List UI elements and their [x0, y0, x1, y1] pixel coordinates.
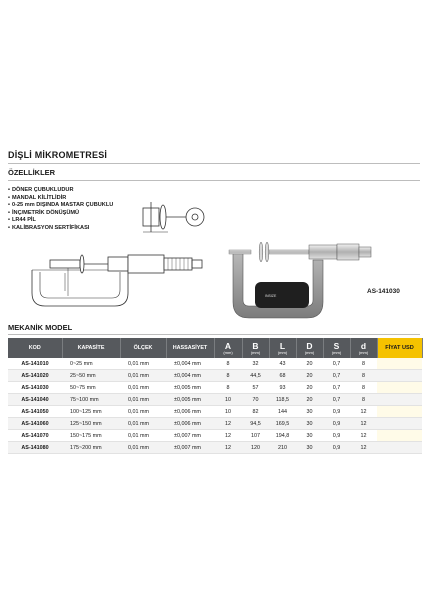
table-header-row [8, 338, 422, 358]
header-d-small: d (mm) [350, 338, 377, 358]
table-cell: 30 [296, 418, 323, 430]
table-cell: 50~75 mm [62, 382, 120, 394]
table-cell: 20 [296, 382, 323, 394]
table-cell: 194,8 [269, 430, 296, 442]
table-cell-price [377, 418, 422, 430]
table-cell: 44,5 [242, 370, 269, 382]
table-cell: 0,9 [323, 418, 350, 430]
table-row [8, 370, 422, 382]
table-cell: 20 [296, 394, 323, 406]
table-cell: 120 [242, 442, 269, 454]
table-row [8, 418, 422, 430]
table-cell: 75~100 mm [62, 394, 120, 406]
table-cell: 0,01 mm [120, 358, 166, 370]
feature-item: • 0-25 mm DIŞINDA MASTAR ÇUBUKLU [8, 202, 113, 210]
table-cell: 118,5 [269, 394, 296, 406]
technical-drawing [10, 198, 220, 323]
table-cell: 169,5 [269, 418, 296, 430]
table-cell-code: AS-141050 [8, 406, 62, 418]
table-cell: 30 [296, 430, 323, 442]
table-heading: MEKANİK MODEL [8, 323, 73, 332]
table-row [8, 430, 422, 442]
table-cell: 125~150 mm [62, 418, 120, 430]
table-cell: ±0,005 mm [166, 394, 214, 406]
anvil-disc [259, 242, 263, 262]
table-row [8, 406, 422, 418]
table-cell: ±0,007 mm [166, 442, 214, 454]
table-cell: 0,7 [323, 358, 350, 370]
table-cell: 8 [350, 370, 377, 382]
table-cell-price [377, 430, 422, 442]
table-cell: ±0,005 mm [166, 382, 214, 394]
table-cell: 12 [214, 418, 242, 430]
features-heading: ÖZELLİKLER [8, 168, 56, 177]
table-cell: 107 [242, 430, 269, 442]
header-s: S (mm) [323, 338, 350, 358]
table-cell: 0,7 [323, 382, 350, 394]
table-cell: ±0,006 mm [166, 418, 214, 430]
table-cell: 0,01 mm [120, 394, 166, 406]
table-cell: 30 [296, 406, 323, 418]
table-cell: 0~25 mm [62, 358, 120, 370]
table-cell: ±0,004 mm [166, 358, 214, 370]
table-cell: 8 [350, 382, 377, 394]
table-cell: 94,5 [242, 418, 269, 430]
header-kapasite: KAPASİTE [62, 338, 120, 358]
table-cell-code: AS-141040 [8, 394, 62, 406]
table-cell: ±0,007 mm [166, 430, 214, 442]
table-cell: 12 [214, 430, 242, 442]
table-cell: 32 [242, 358, 269, 370]
micrometer-outline-drawing [32, 255, 202, 306]
table-cell: 0,9 [323, 430, 350, 442]
table-cell-price [377, 370, 422, 382]
table-cell: 100~125 mm [62, 406, 120, 418]
table-cell: 0,01 mm [120, 442, 166, 454]
table-cell: 0,9 [323, 406, 350, 418]
table-cell-code: AS-141010 [8, 358, 62, 370]
table-cell: 68 [269, 370, 296, 382]
feature-item: • LR44 PİL [8, 217, 113, 225]
table-cell-price [377, 406, 422, 418]
sleeve [309, 245, 337, 259]
table-cell: 0,01 mm [120, 370, 166, 382]
frame-brand-text: INSIZE [265, 294, 277, 298]
header-hassasiyet: HASSASİYET [166, 338, 214, 358]
table-cell: 0,7 [323, 370, 350, 382]
table-cell-code: AS-141060 [8, 418, 62, 430]
table-row [8, 394, 422, 406]
product-title: DİŞLİ MİKROMETRESİ [8, 150, 108, 160]
spindle-detail-drawing [143, 202, 204, 232]
table-cell: 10 [214, 406, 242, 418]
table-cell: 0,01 mm [120, 382, 166, 394]
feature-item: • İNÇ/METRİK DÖNÜŞÜMÜ [8, 210, 113, 218]
table-cell: 0,7 [323, 394, 350, 406]
table-cell: 0,01 mm [120, 430, 166, 442]
table-cell: 25~50 mm [62, 370, 120, 382]
table-cell-price [377, 442, 422, 454]
photo-model-code: AS-141030 [367, 288, 400, 295]
table-cell: 8 [214, 382, 242, 394]
table-cell: ±0,004 mm [166, 370, 214, 382]
table-cell: 12 [214, 442, 242, 454]
table-cell: 0,01 mm [120, 418, 166, 430]
table-row [8, 382, 422, 394]
table-cell: 12 [350, 418, 377, 430]
thimble [337, 244, 359, 260]
table-cell-price [377, 358, 422, 370]
table-cell: 30 [296, 442, 323, 454]
table-cell: 8 [350, 394, 377, 406]
table-cell: 70 [242, 394, 269, 406]
header-kod: KOD [8, 338, 62, 358]
table-cell: 20 [296, 358, 323, 370]
table-cell: 10 [214, 394, 242, 406]
table-row [8, 358, 422, 370]
table-divider [8, 334, 420, 335]
table-cell-code: AS-141080 [8, 442, 62, 454]
table-cell: 8 [214, 358, 242, 370]
feature-item: • KALİBRASYON SERTİFİKASI [8, 225, 113, 233]
features-divider [8, 180, 420, 181]
header-a: A (mm) [214, 338, 242, 358]
table-cell: 12 [350, 406, 377, 418]
table-cell: 0,9 [323, 442, 350, 454]
table-cell-code: AS-141020 [8, 370, 62, 382]
table-cell: 93 [269, 382, 296, 394]
feature-item: • MANDAL KİLİTLİDİR [8, 195, 113, 203]
table-cell: 8 [214, 370, 242, 382]
header-l: L (mm) [269, 338, 296, 358]
product-photo [225, 230, 375, 322]
title-divider [8, 163, 420, 164]
feature-item: • DÖNER ÇUBUKLUDUR [8, 187, 113, 195]
spec-table [8, 338, 423, 454]
table-cell-code: AS-141070 [8, 430, 62, 442]
header-olcek: ÖLÇEK [120, 338, 166, 358]
table-cell: 57 [242, 382, 269, 394]
header-b: B (mm) [242, 338, 269, 358]
table-cell: 82 [242, 406, 269, 418]
frame-insulation-plate [255, 282, 309, 308]
table-row [8, 442, 422, 454]
table-cell: 43 [269, 358, 296, 370]
table-cell: ±0,006 mm [166, 406, 214, 418]
header-fiyat: FİYAT USD [377, 338, 422, 358]
table-cell-price [377, 382, 422, 394]
table-cell: 144 [269, 406, 296, 418]
table-cell-code: AS-141030 [8, 382, 62, 394]
spindle-disc [265, 242, 269, 262]
table-cell: 210 [269, 442, 296, 454]
header-d: D (mm) [296, 338, 323, 358]
ratchet [359, 247, 371, 257]
table-cell: 175~200 mm [62, 442, 120, 454]
table-cell: 0,01 mm [120, 406, 166, 418]
table-cell: 8 [350, 358, 377, 370]
table-cell: 12 [350, 442, 377, 454]
table-cell: 12 [350, 430, 377, 442]
table-cell: 150~175 mm [62, 430, 120, 442]
table-cell-price [377, 394, 422, 406]
table-cell: 20 [296, 370, 323, 382]
